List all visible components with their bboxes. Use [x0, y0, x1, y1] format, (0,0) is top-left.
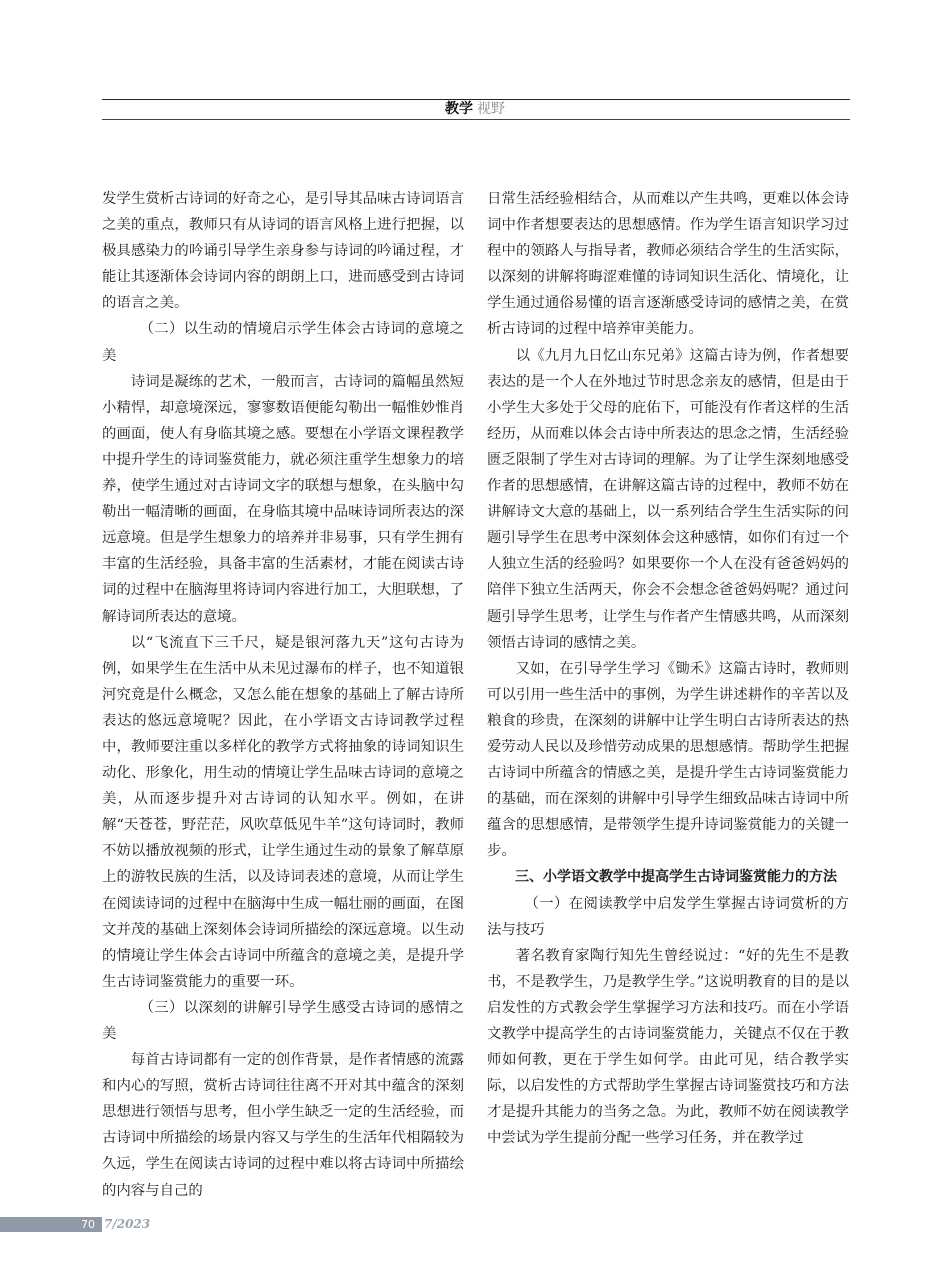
right-text-column	[487, 186, 849, 1151]
left-text-column	[102, 186, 464, 1204]
subsection-heading: （二）以生动的情境启示学生体会古诗词的意境之美	[102, 321, 464, 364]
paragraph: 日常生活经验相结合，从而难以产生共鸣，更难以体会诗词中作者想要表达的思想感情。作为学生语言知识学习过程中的领路人与指导者，教师必须结合学生的生活实际，以深刻的讲解将晦涩难懂的诗词知识生活化、情境化，让学生通过通俗易懂的语言逐渐感受诗词的感情之美，在赏析古诗词的过程中培养审美能力。	[487, 191, 849, 338]
paragraph: 发学生赏析古诗词的好奇之心，是引导其品味古诗词语言之美的重点，教师只有从诗词的语言风格上进行把握，以极具感染力的吟诵引导学生亲身参与诗词的吟诵过程，才能让其逐渐体会诗词内容的朗朗上口，进而感受到古诗词的语言之美。	[102, 191, 464, 312]
subsection-heading: （一）在阅读教学中启发学生掌握古诗词赏析的方法与技巧	[487, 895, 849, 938]
paragraph: 以《九月九日忆山东兄弟》这篇古诗为例，作者想要表达的是一个人在外地过节时思念亲友的感情，但是由于小学生大多处于父母的庇佑下，可能没有作者这样的生活经历，从而难以体会古诗中所表达的思念之情，生活经验匮乏限制了学生对古诗词的理解。为了让学生深刻地感受作者的思想感情，在讲解这篇古诗的过程中，教师不妨在讲解诗文大意的基础上，以一系列结合学生生活实际的问题引导学生在思考中深刻体会这种感情，如你们有过一个人独立生活的经验吗？如果要你一个人在没有爸爸妈妈的陪伴下独立生活两天，你会不会想念爸爸妈妈呢？通过问题引导学生思考，让学生与作者产生情感共鸣，从而深刻领悟古诗词的感情之美。	[487, 347, 849, 651]
header-title-light: 视野	[477, 101, 505, 117]
issue-number: 7/2023	[104, 1217, 151, 1231]
header-title-bold: 教学	[445, 101, 473, 117]
paragraph: 每首古诗词都有一定的创作背景，是作者情感的流露和内心的写照，赏析古诗词往往离不开对其中蕴含的深刻思想进行领悟与思考，但小学生缺乏一定的生活经验，而古诗词中所描绘的场景内容又与学生的生活年代相隔较为久远，学生在阅读古诗词的过程中难以将古诗词中所描绘的内容与自己的	[102, 1052, 464, 1199]
header-rule-bottom	[102, 119, 850, 120]
header-title	[0, 100, 950, 119]
subsection-heading: （三）以深刻的讲解引导学生感受古诗词的感情之美	[102, 999, 464, 1042]
paragraph: 著名教育家陶行知先生曾经说过：“好的先生不是教书，不是教学生，乃是教学生学。”这说明教育的目的是以启发性的方式教会学生掌握学习方法和技巧。而在小学语文教学中提高学生的古诗词鉴赏能力，关键点不仅在于教师如何教，更在于学生如何学。由此可见，结合教学实际，以启发性的方式帮助学生掌握古诗词鉴赏技巧和方法才是提升其能力的当务之急。为此，教师不妨在阅读教学中尝试为学生提前分配一些学习任务，并在教学过	[487, 947, 849, 1147]
page-number: 70	[81, 1218, 95, 1231]
paragraph: 又如，在引导学生学习《锄禾》这篇古诗时，教师则可以引用一些生活中的事例，为学生讲述耕作的辛苦以及粮食的珍贵，在深刻的讲解中让学生明白古诗所表达的热爱劳动人民以及珍惜劳动成果的思想感情。帮助学生把握古诗词中所蕴含的情感之美，是提升学生古诗词鉴赏能力的基础，而在深刻的讲解中引导学生细致品味古诗词中所蕴含的思想感情，是带领学生提升诗词鉴赏能力的关键一步。	[487, 660, 849, 860]
paragraph: 诗词是凝练的艺术，一般而言，古诗词的篇幅虽然短小精悍，却意境深远，寥寥数语便能勾勒出一幅惟妙惟肖的画面，使人有身临其境之感。要想在小学语文课程教学中提升学生的诗词鉴赏能力，就必须注重学生想象力的培养，使学生通过对古诗词文字的联想与想象，在头脑中勾勒出一幅清晰的画面，在身临其境中品味诗词所表达的深远意境。但是学生想象力的培养并非易事，只有学生拥有丰富的生活经验，具备丰富的生活素材，才能在阅读古诗词的过程中在脑海里将诗词内容进行加工，大胆联想，了解诗词所表达的意境。	[102, 373, 464, 625]
paragraph: 以“飞流直下三千尺，疑是银河落九天”这句古诗为例，如果学生在生活中从未见过瀑布的样子，也不知道银河究竟是什么概念，又怎么能在想象的基础上了解古诗所表达的悠远意境呢？因此，在小学语文古诗词教学过程中，教师要注重以多样化的教学方式将抽象的诗词知识生动化、形象化，用生动的情境让学生品味古诗词的意境之美，从而逐步提升对古诗词的认知水平。例如，在讲解“天苍苍，野茫茫，风吹草低见牛羊”这句诗词时，教师不妨以播放视频的形式，让学生通过生动的景象了解草原上的游牧民族的生活，以及诗词表述的意境，从而让学生在阅读诗词的过程中在脑海中生成一幅壮丽的画面，在图文并茂的基础上深刻体会诗词所描绘的深远意境。以生动的情境让学生体会古诗词中所蕴含的意境之美，是提升学生古诗词鉴赏能力的重要一环。	[102, 634, 464, 990]
section-heading: 三、小学语文教学中提高学生古诗词鉴赏能力的方法	[515, 869, 837, 886]
